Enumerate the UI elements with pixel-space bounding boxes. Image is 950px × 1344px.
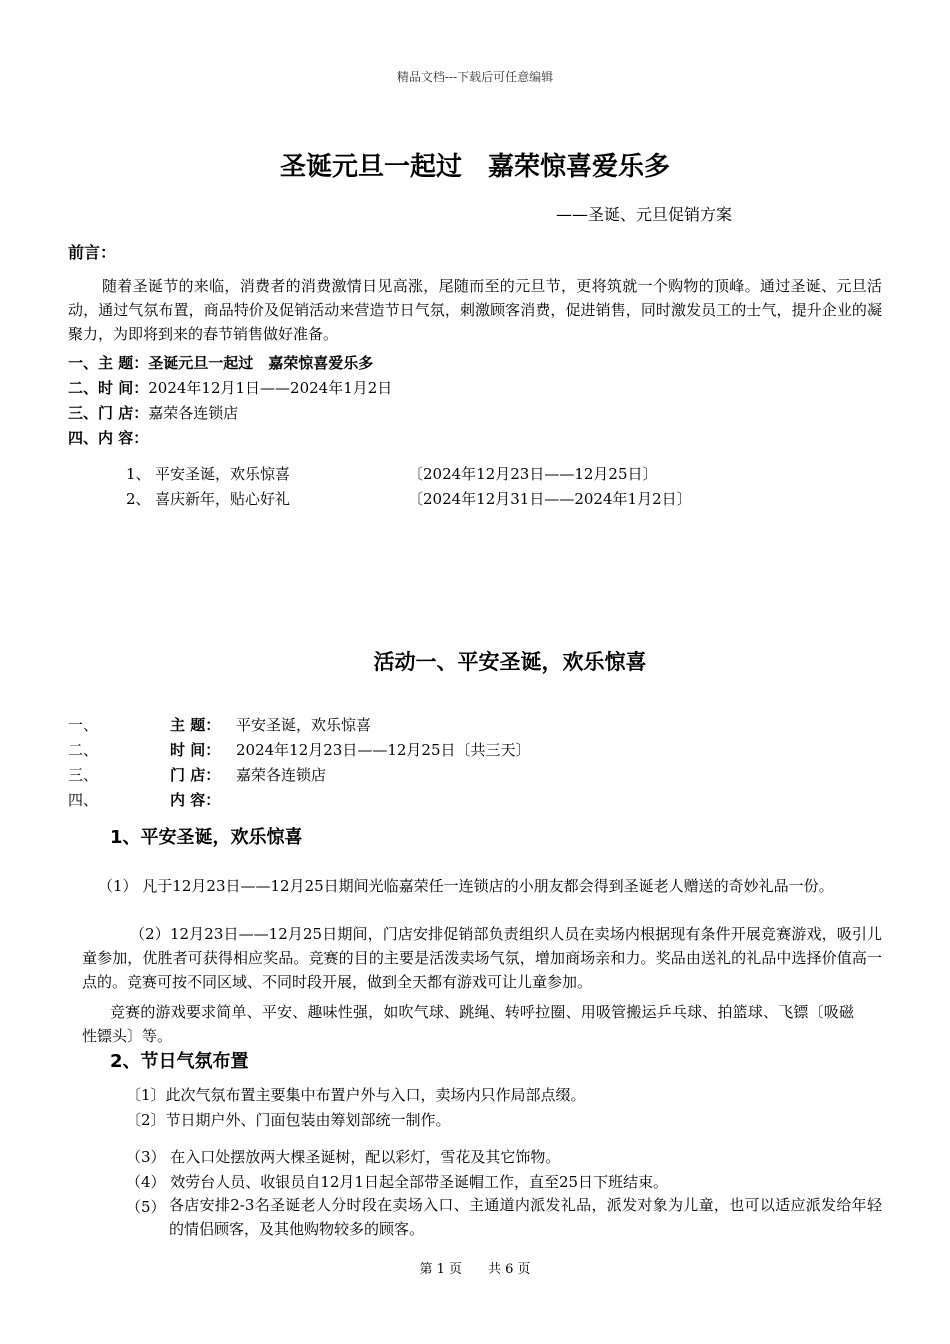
overview-store (68, 402, 238, 423)
activity-row-num: 四、 (68, 791, 99, 809)
overview-label: 三、门 店： (68, 404, 149, 422)
activity-row-num: 三、 (68, 766, 99, 784)
page-header: 精品文档---下载后可任意编辑 (396, 70, 554, 84)
activity-row-label: 门 店： (170, 766, 221, 784)
overview-value: 2024年12月1日——2024年1月2日 (148, 379, 393, 397)
content-item-name: 平安圣诞，欢乐惊喜 (155, 465, 291, 483)
document-subtitle: ——圣诞、元旦促销方案 (556, 205, 733, 224)
overview-label: 四、内 容： (68, 429, 149, 447)
activity-row-label: 时 间： (170, 741, 221, 759)
section2-item: 〔2〕节日期户外、门面包装由筹划部统一制作。 (126, 1111, 451, 1129)
content-item-date: 〔2024年12月23日——12月25日〕 (408, 465, 658, 483)
content-item-name: 喜庆新年，贴心好礼 (155, 490, 291, 508)
document-title: 圣诞元旦一起过 嘉荣惊喜爱乐多 (279, 152, 670, 182)
section2-item: 〔1〕此次气氛布置主要集中布置户外与入口，卖场内只作局部点缀。 (126, 1086, 586, 1104)
activity-row-value: 嘉荣各连锁店 (236, 766, 327, 784)
overview-value: 圣诞元旦一起过 嘉荣惊喜爱乐多 (148, 354, 374, 372)
content-item-date: 〔2024年12月31日——2024年1月2日〕 (408, 490, 692, 508)
preface-text: 随着圣诞节的来临，消费者的消费激情日见高涨，尾随而至的元旦节，更将筑就一个购物的顶峰。通过圣诞、元旦活动，通过气氛布置，商品特价及促销活动来营造节日气氛，刺激顾客消费，促进销售，同时激发员工的士气，提升企业的凝聚力，为即将到来的春节销售做好准备。 (68, 277, 882, 343)
section2-item-num: （5） (126, 1198, 166, 1216)
overview-label: 一、主 题： (68, 354, 149, 372)
section1-paragraph-2: （2）12月23日——12月25日期间，门店安排促销部负责组织人员在卖场内根据现有条件开展竞赛游戏，吸引儿童参加，优胜者可获得相应奖品。竞赛的目的主要是活泼卖场气氛，增加商场亲和力。奖品由送礼的礼品中选择价值高一点的。竞赛可按不同区域、不同时段开展，做到全天都有游戏可让儿童参加。 (82, 925, 882, 991)
activity-row-value: 平安圣诞，欢乐惊喜 (236, 716, 372, 734)
content-item-num: 1、 (126, 465, 151, 483)
overview-content (68, 427, 148, 448)
section2-item-text: 各店安排2-3名圣诞老人分时段在卖场入口、主通道内派发礼品，派发对象为儿童，也可以适应派发给年轻的情侣顾客，及其他购物较多的顾客。 (169, 1196, 882, 1238)
activity-row-value: 2024年12月23日——12月25日〔共三天〕 (236, 741, 531, 759)
activity-row-num: 二、 (68, 741, 99, 759)
overview-time (68, 377, 392, 398)
activity-row-label: 内 容： (170, 791, 221, 809)
activity-row-label: 主 题： (170, 716, 221, 734)
section1-paragraph-1: （1） 凡于12月23日——12月25日期间光临嘉荣任一连锁店的小朋友都会得到圣诞老人赠送的奇妙礼品一份。 (98, 877, 834, 895)
overview-theme (68, 352, 373, 373)
activity-row-num: 一、 (68, 716, 99, 734)
section-heading: 2、节日气氛布置 (110, 1051, 249, 1072)
section1-paragraph-3: 竞赛的游戏要求简单、平安、趣味性强，如吹气球、跳绳、转呼拉圈、用吸管搬运乒乓球、拍篮球、飞镖〔吸磁性镖头〕等。 (82, 1003, 854, 1045)
preface-label: 前言： (68, 243, 117, 262)
overview-label: 二、时 间： (68, 379, 149, 397)
section2-item: （4） 效劳台人员、收银员自12月1日起全部带圣诞帽工作，直至25日下班结束。 (126, 1173, 669, 1191)
section-heading: 1、平安圣诞，欢乐惊喜 (110, 827, 303, 848)
overview-value: 嘉荣各连锁店 (148, 404, 239, 422)
page-footer: 第 1 页 共 6 页 (419, 1262, 531, 1277)
section2-item: （3） 在入口处摆放两大棵圣诞树，配以彩灯，雪花及其它饰物。 (126, 1148, 561, 1166)
activity-title: 活动一、平安圣诞，欢乐惊喜 (373, 650, 647, 674)
content-item-num: 2、 (126, 490, 151, 508)
